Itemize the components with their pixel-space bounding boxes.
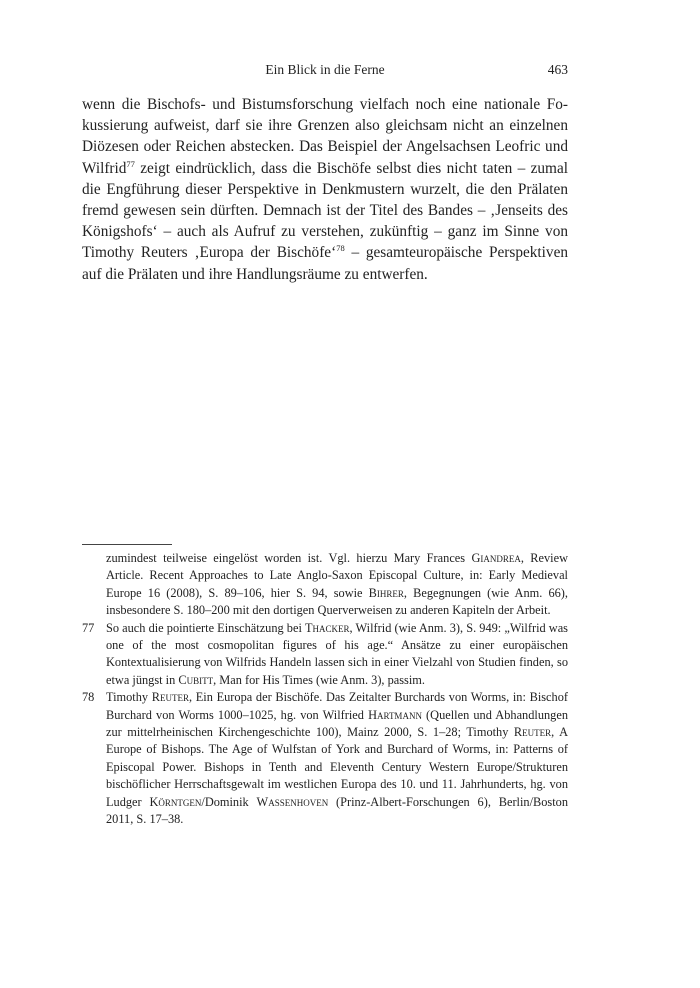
author-name: Wassenhoven	[256, 794, 329, 809]
footnotes	[82, 550, 568, 829]
body-text-part: zeigt eindrücklich, dass die Bischöfe selbst dies nicht taten – zumal die Engführung dieser Perspektive in Denkmustern wurzelt, die den Prälaten fremd gewesen sein dürften. Demnach ist der Titel des Bandes – ‚Jenseits des Königshofs‘ – auch als Aufruf zu verstehen, zukünftig – ganz im Sinne von Timothy Reuters ‚Europa der Bischöfe‘	[82, 159, 568, 262]
author-name: Bihrer	[368, 585, 404, 600]
footnote-text: , Man for His Times (wie Anm. 3), passim.	[213, 672, 425, 687]
footnote-text: , Wilfrid (wie Anm. 3), S. 949: „Wilfrid was one of the most cosmopolitan figures of his age.“ Ansätze zu einer europäischen Kontextualisierung von Wilfrids Handeln lassen sich in einer Vielzahl von Studien finden, so etwa jüngst in	[106, 620, 568, 687]
footnote-78	[82, 689, 568, 828]
body-text-part: wenn die Bischofs- und Bistumsforschung vielfach noch eine nationale Fokussierung aufweist, darf sie ihre Grenzen also gleichsam nicht an einzelnen Diözesen oder Reichen abstecken. Das Beispiel der Angelsachsen Leofric und Wilfrid	[82, 96, 568, 177]
body-text-part: – gesamteuropäische Perspektiven auf die Prälaten und ihre Handlungsräume zu entwerfen.	[82, 244, 569, 283]
footnote-separator	[82, 544, 172, 545]
running-title: Ein Blick in die Ferne	[265, 62, 385, 77]
footnote-text: (Prinz-Albert-Forschungen 6), Berlin/Boston 2011, S. 17–38.	[106, 794, 568, 827]
footnote-number: 77	[82, 620, 95, 635]
footnote-continuation	[82, 550, 568, 620]
footnote-number: 78	[82, 690, 95, 705]
footnote-ref-78[interactable]: 78	[336, 243, 345, 254]
author-name: Thacker	[305, 620, 350, 635]
footnote-text: , Ein Europa der Bischöfe. Das Zeitalter Burchards von Worms, in: Bischof Burchard von Worms 1000–1025, hg. von Wilfried	[106, 690, 568, 722]
footnote-77	[82, 620, 568, 690]
running-header	[82, 62, 568, 82]
footnote-text: (Quellen und Abhandlungen zur mittelrheinischen Kirchengeschichte 100), Mainz 2000, S. 1–28; Timothy	[106, 707, 568, 740]
author-name: Reuter	[513, 725, 552, 740]
footnote-text: Timothy	[106, 690, 152, 705]
author-name: Cubitt	[178, 672, 214, 687]
footnote-text: , A Europe of Bishops. The Age of Wulfstan of York and Burchard of Worms, in: Patterns of Episcopal Power. Bishops in Tenth and Eleventh Century Western Europe/Strukturen bischöflicher Herrschaftsgewalt im westlichen Europa des 10. und 11. Jahrhunderts, hg. von Ludger	[106, 725, 568, 809]
footnote-text: , Review Article. Recent Approaches to Late Anglo-Saxon Episcopal Culture, in: Early Medieval Europe 16 (2008), S. 89–106, hier S. 94, sowie	[106, 551, 569, 600]
footnote-text: , Begegnungen (wie Anm. 66), insbesondere S. 180–200 mit den dortigen Querverweisen zu anderen Kapiteln der Arbeit.	[106, 585, 568, 618]
author-name: Körntgen	[149, 794, 202, 809]
author-name: Reuter	[151, 690, 189, 705]
body-paragraph	[82, 94, 568, 285]
footnote-text: /Dominik	[201, 794, 257, 809]
footnote-text: zumindest teilweise eingelöst worden ist. Vgl. hierzu Mary Frances	[106, 551, 472, 565]
author-name: Giandrea	[471, 551, 521, 565]
author-name: Hartmann	[368, 707, 422, 722]
footnote-text: So auch die pointierte Einschätzung bei	[106, 620, 305, 635]
footnote-ref-77[interactable]: 77	[126, 158, 135, 169]
page-number: 463	[547, 62, 568, 77]
